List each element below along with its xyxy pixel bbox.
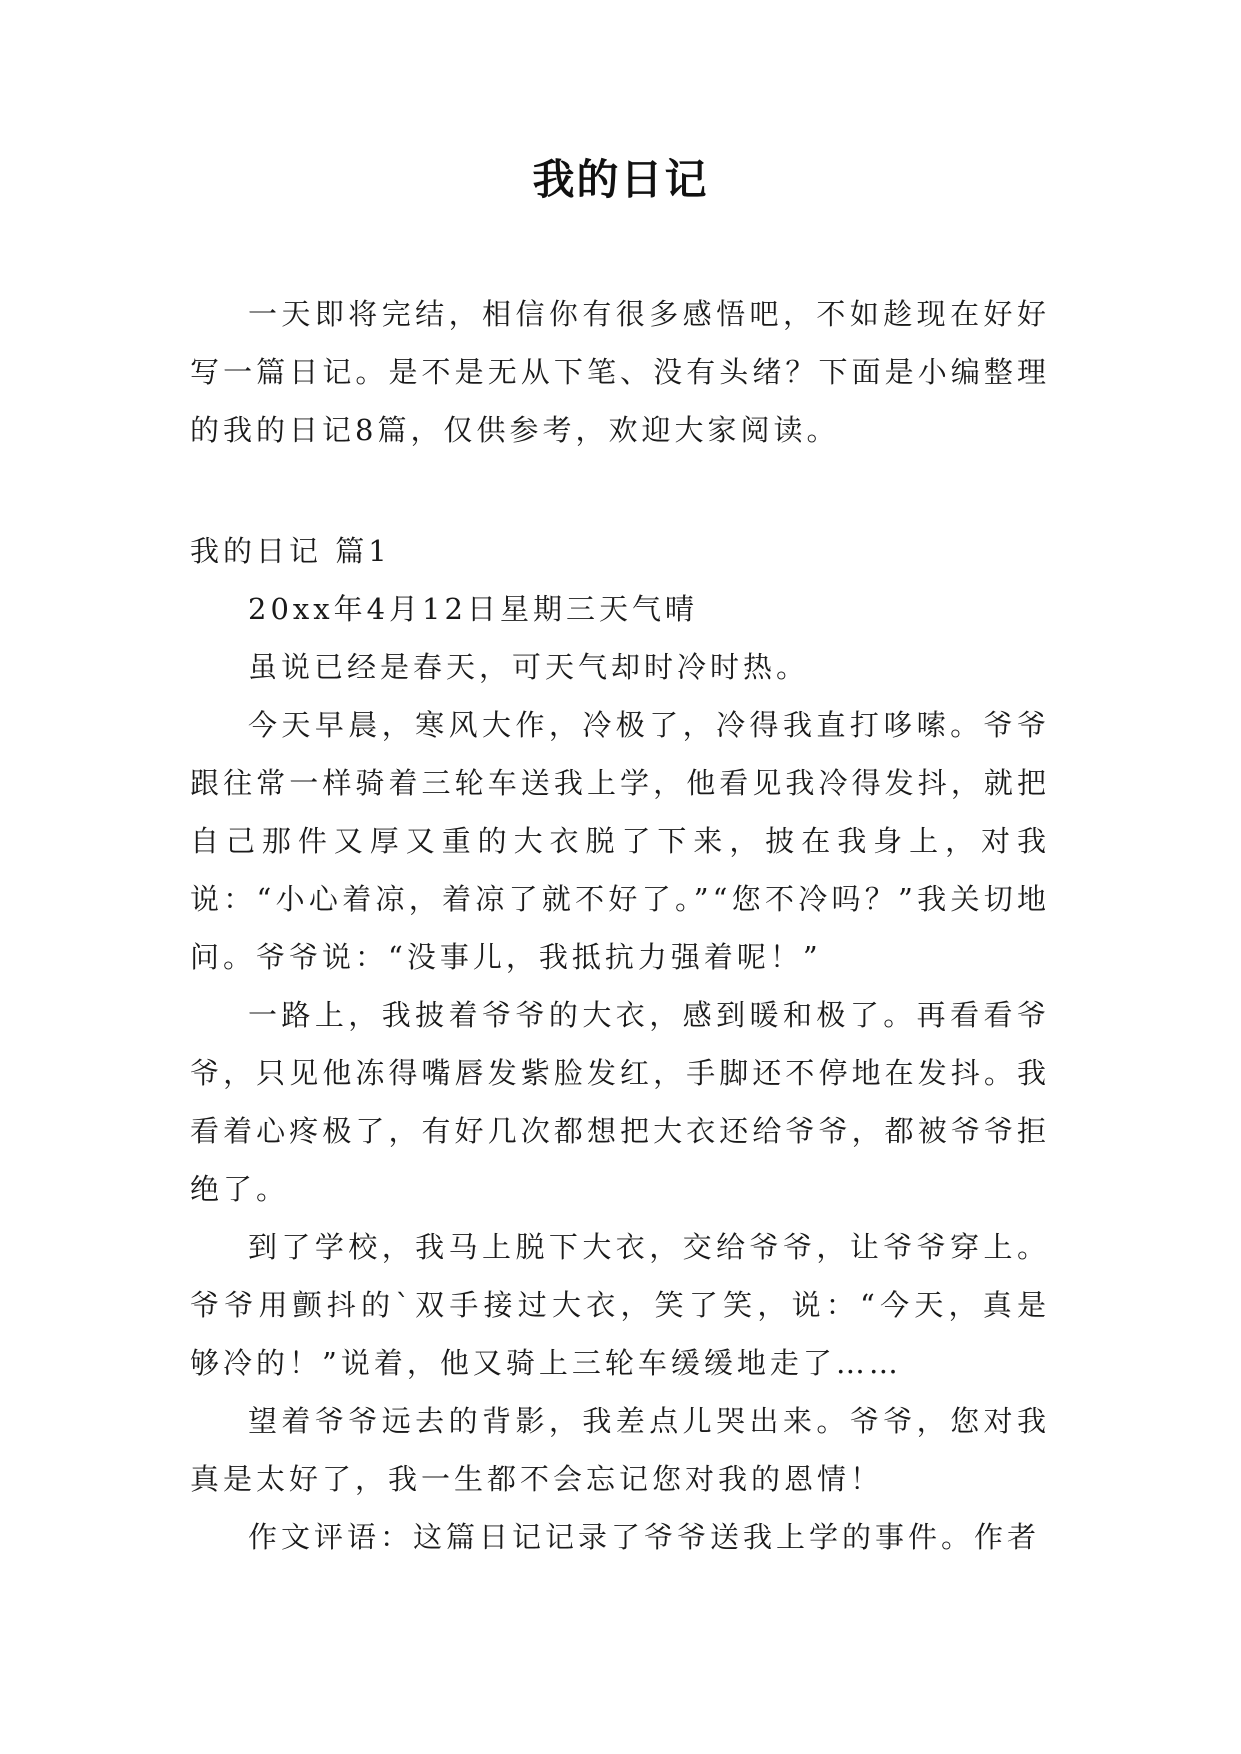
comment-paragraph: 作文评语：这篇日记记录了爷爷送我上学的事件。作者 [248, 1520, 1041, 1554]
section-heading: 我的日记 篇1 [190, 534, 391, 568]
intro-paragraph: 一天即将完结，相信你有很多感悟吧，不如趁现在好好写一篇日记。是不是无从下笔、没有头绪？下面是小编整理的我的日记8篇，仅供参考，欢迎大家阅读。 [190, 297, 1050, 447]
diary-date-line: 20xx年4月12日星期三天气晴 [248, 592, 698, 626]
body-paragraph: 一路上，我披着爷爷的大衣，感到暖和极了。再看看爷爷，只见他冻得嘴唇发紫脸发红，手脚还不停地在发抖。我看着心疼极了，有好几次都想把大衣还给爷爷，都被爷爷拒绝了。 [190, 998, 1050, 1206]
body-paragraph: 望着爷爷远去的背影，我差点儿哭出来。爷爷，您对我真是太好了，我一生都不会忘记您对我的恩情！ [190, 1404, 1050, 1496]
body-paragraph: 到了学校，我马上脱下大衣，交给爷爷，让爷爷穿上。爷爷用颤抖的`双手接过大衣，笑了笑，说：“今天，真是够冷的！”说着，他又骑上三轮车缓缓地走了…… [190, 1230, 1050, 1380]
intro-block [190, 285, 1050, 459]
page-title: 我的日记 [532, 155, 709, 204]
body-paragraph: 今天早晨，寒风大作，冷极了，冷得我直打哆嗦。爷爷跟往常一样骑着三轮车送我上学，他看见我冷得发抖，就把自己那件又厚又重的大衣脱了下来，披在我身上，对我说：“小心着凉，着凉了就不好了。”“您不冷吗？”我关切地问。爷爷说：“没事儿，我抵抗力强着呢！” [190, 708, 1050, 974]
diary-section-1 [190, 522, 1050, 1566]
body-paragraph: 虽说已经是春天，可天气却时冷时热。 [248, 650, 810, 684]
